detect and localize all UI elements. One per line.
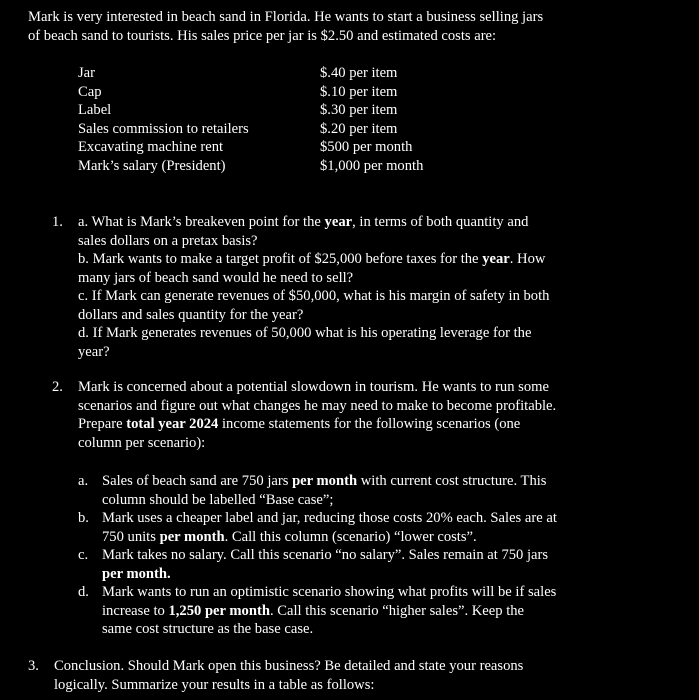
q1-d-line-2: year?: [78, 343, 110, 360]
scenario-d-line-3: same cost structure as the base case.: [102, 621, 314, 637]
scenario-d-line-2: [102, 602, 618, 621]
cost-row: [78, 83, 498, 102]
scenario-letter: c.: [78, 547, 89, 563]
cost-amount: $1,000 per month: [320, 157, 424, 174]
scenario-d-text: [102, 583, 618, 639]
cost-amount: $.30 per item: [320, 102, 398, 118]
intro-line-2: of beach sand to tourists. His sales price per jar is $2.50 and estimated costs are:: [28, 27, 497, 44]
q2-emphasis: total year 2024: [126, 416, 219, 432]
scenario-b-text-start: 750 units: [102, 528, 160, 545]
q1-b-line-1: [78, 250, 622, 269]
cost-amount: $.40 per item: [320, 65, 398, 81]
scenario-d-text-start: increase to: [102, 602, 169, 619]
cost-row: [78, 101, 498, 120]
scenario-d: [78, 583, 618, 639]
question-number: 3.: [28, 658, 39, 674]
question-1: [52, 213, 622, 361]
cost-item: Mark’s salary (President): [78, 157, 226, 174]
scenario-a-text: [102, 472, 618, 509]
intro-line-1: Mark is very interested in beach sand in Florida. He wants to start a business selling jars: [28, 9, 544, 25]
q3-line-1: Conclusion. Should Mark open this business? Be detailed and state your reasons: [54, 658, 524, 674]
scenario-letter: a.: [78, 473, 89, 489]
cost-amount: $.20 per item: [320, 120, 398, 137]
scenario-c-line-1: Mark takes no salary. Call this scenario “no salary”. Sales remain at 750 jars: [102, 547, 549, 563]
q1-c-line-2: dollars and sales quantity for the year?: [78, 306, 304, 323]
scenario-b: [78, 509, 618, 546]
scenario-list: [78, 472, 618, 639]
q3-line-2: logically. Summarize your results in a table as follows:: [54, 676, 375, 693]
q2-line-1: Mark is concerned about a potential slowdown in tourism. He wants to run some: [78, 379, 549, 395]
cost-row: [78, 64, 498, 83]
q1-c-line-1: c. If Mark can generate revenues of $50,000, what is his margin of safety in both: [78, 288, 550, 304]
cost-item: Cap: [78, 83, 102, 100]
q1-a-text-end: , in terms of both quantity and: [352, 214, 529, 230]
cost-row: [78, 120, 498, 139]
q1-a-emphasis: year: [324, 214, 353, 230]
scenario-a-text-start: Sales of beach sand are 750 jars: [102, 473, 293, 489]
cost-row: [78, 157, 498, 176]
scenario-a-emphasis: per month: [292, 473, 358, 489]
question-3: [28, 657, 628, 694]
cost-table: [78, 64, 498, 175]
scenario-d-text-end: . Call this scenario “higher sales”. Keep the: [269, 602, 525, 619]
question-1-body: [78, 213, 622, 361]
scenario-b-emphasis: per month: [159, 528, 225, 545]
cost-row: [78, 138, 498, 157]
scenario-c-text: [102, 546, 618, 583]
cost-item: Excavating machine rent: [78, 139, 224, 155]
q1-a-line-2: sales dollars on a pretax basis?: [78, 232, 258, 249]
q1-d-line-1: d. If Mark generates revenues of 50,000 what is his operating leverage for the: [78, 325, 532, 341]
scenario-a-text-end: with current cost structure. This: [357, 473, 547, 489]
question-number: 2.: [52, 379, 63, 395]
scenario-c-line-2: per month.: [102, 565, 171, 582]
q1-b-text-end: . How: [509, 251, 546, 267]
question-3-body: [54, 657, 628, 694]
question-2: [52, 378, 642, 452]
cost-item: Sales commission to retailers: [78, 120, 249, 137]
scenario-c: [78, 546, 618, 583]
scenario-b-text: [102, 509, 618, 546]
scenario-d-line-1: Mark wants to run an optimistic scenario showing what profits will be if sales: [102, 584, 557, 600]
q2-text: Prepare: [78, 416, 127, 432]
q1-a-text: a. What is Mark’s breakeven point for the: [78, 214, 325, 230]
q2-line-2: scenarios and figure out what changes he may need to make to become profitable.: [78, 397, 557, 414]
cost-amount: $.10 per item: [320, 83, 398, 100]
question-number: 1.: [52, 214, 63, 230]
question-2-body: [78, 378, 642, 452]
cost-item: Jar: [78, 65, 96, 81]
scenario-b-text-end: . Call this column (scenario) “lower costs”.: [224, 528, 477, 545]
scenario-a-line-1: [102, 472, 618, 491]
scenario-a-line-2: column should be labelled “Base case”;: [102, 491, 334, 508]
q2-line-3: [78, 415, 642, 434]
scenario-d-emphasis: 1,250 per month: [168, 602, 270, 619]
q1-a-line-1: [78, 213, 622, 232]
scenario-b-line-2: [102, 528, 618, 547]
scenario-a: [78, 472, 618, 509]
q2-line-4: column per scenario):: [78, 434, 206, 451]
scenario-letter: d.: [78, 584, 89, 600]
intro-paragraph: [28, 8, 658, 45]
q1-b-line-2: many jars of beach sand would he need to sell?: [78, 269, 354, 286]
q2-text-end: income statements for the following scenarios (one: [218, 416, 521, 432]
cost-item: Label: [78, 102, 112, 118]
scenario-b-line-1: Mark uses a cheaper label and jar, reducing those costs 20% each. Sales are at: [102, 510, 557, 526]
q1-b-emphasis: year: [482, 251, 510, 267]
scenario-letter: b.: [78, 510, 89, 526]
cost-amount: $500 per month: [320, 139, 413, 155]
q1-b-text: b. Mark wants to make a target profit of $25,000 before taxes for the: [78, 251, 483, 267]
